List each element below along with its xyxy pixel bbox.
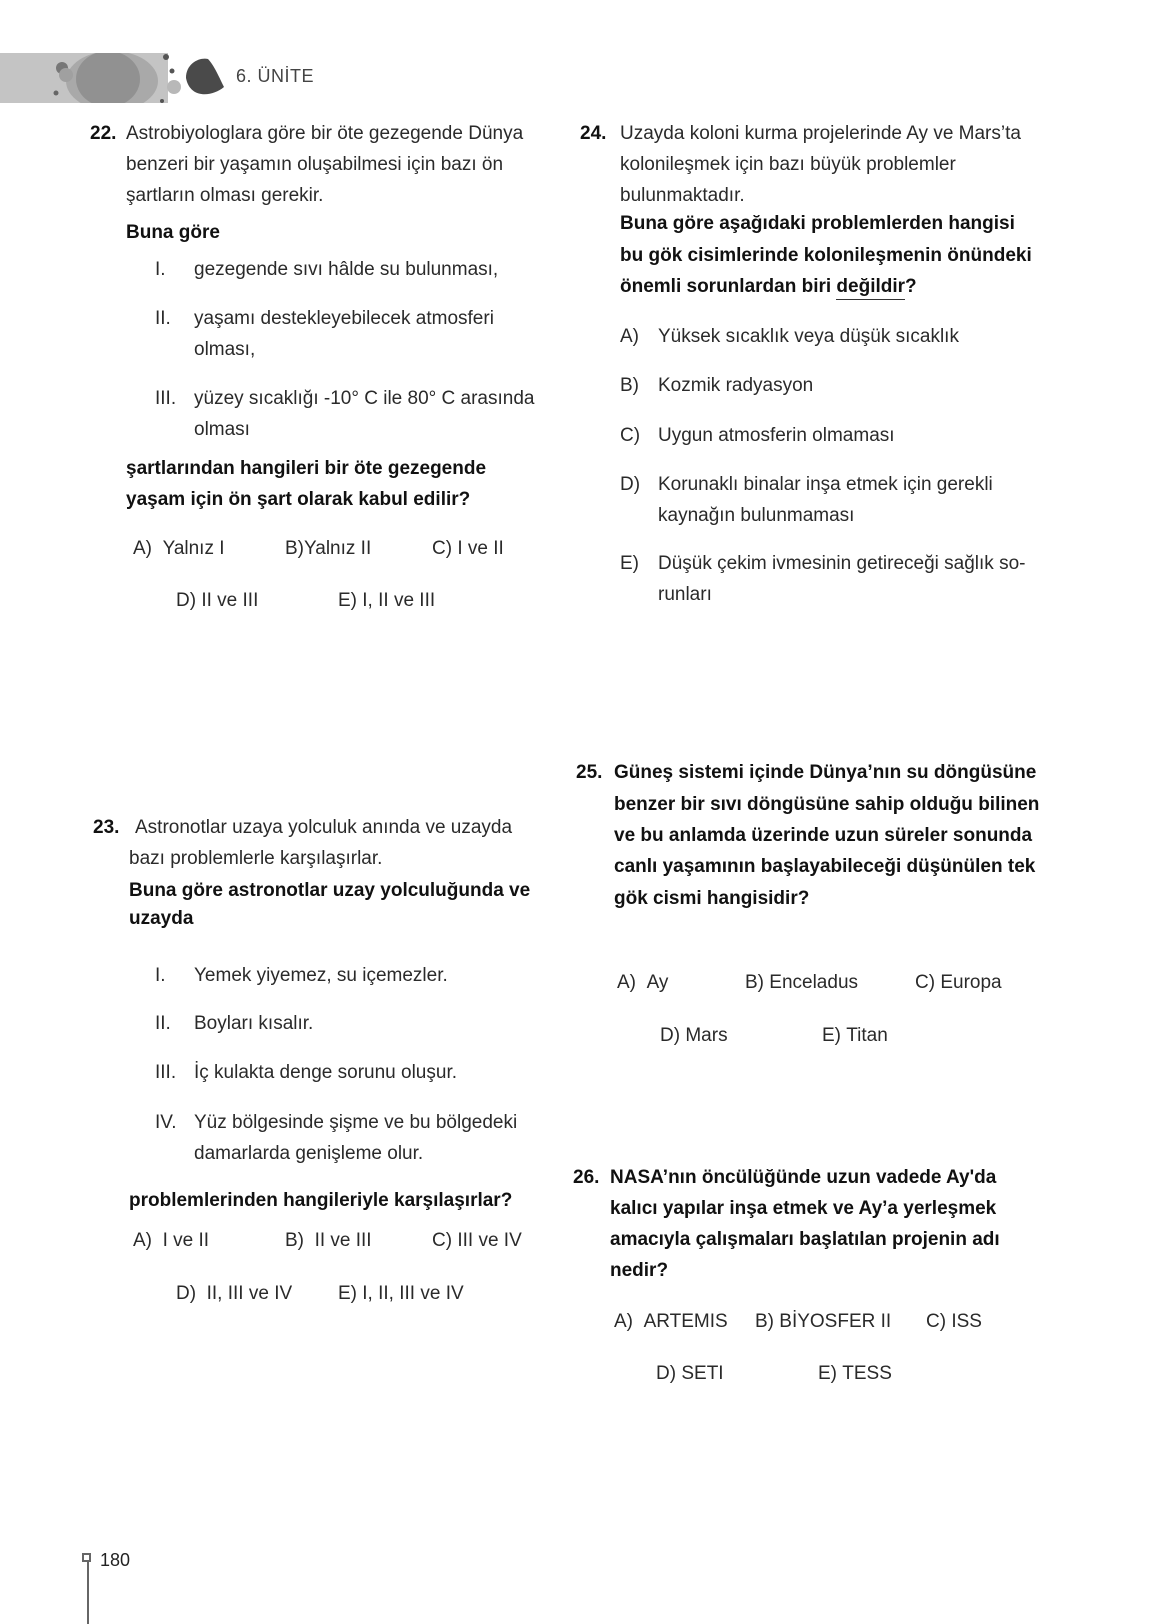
negation-emphasis: değildir [836, 276, 905, 300]
option-letter: D) [620, 474, 641, 495]
page-margin-line [87, 1558, 89, 1624]
option-text: ISS [951, 1311, 982, 1332]
option-letter: C) [432, 1230, 453, 1251]
answer-option-c[interactable] [432, 533, 504, 564]
option-letter: E) [818, 1363, 837, 1384]
option-letter: D) [176, 1283, 197, 1304]
option-text: ARTEMIS [643, 1311, 728, 1332]
question-stem-line: benzer bir sıvı döngüsüne sahip olduğu bilinen [614, 794, 1040, 815]
question-stem-line: ve bu anlamda üzerinde uzun süreler sonunda [614, 825, 1033, 846]
answer-option-b[interactable] [755, 1306, 891, 1337]
option-letter: A) [620, 326, 639, 347]
statement-numeral: II. [155, 308, 171, 329]
statement-text: olması [194, 419, 250, 440]
question-stem-line: canlı yaşamının başlayabileceği düşünülen tek [614, 856, 1036, 877]
statement-numeral: III. [155, 1062, 177, 1083]
question-stem-line: şartların olması gerekir. [126, 185, 324, 206]
question-stem-line: benzeri bir yaşamın oluşabilmesi için bazı ön [126, 154, 504, 175]
statement-text: İç kulakta denge sorunu oluşur. [194, 1062, 458, 1083]
option-letter: A) [133, 538, 152, 559]
statement-numeral: III. [155, 388, 177, 409]
question-stem-line: bulunmaktadır. [620, 185, 745, 206]
option-text: Yüksek sıcaklık veya düşük sıcaklık [658, 326, 959, 347]
question-prompt [620, 271, 917, 302]
option-text: II ve III [314, 1230, 372, 1251]
question-lead: Buna göre [126, 222, 220, 243]
option-text: Korunaklı binalar inşa etmek için gerekli [658, 474, 993, 495]
option-text: kaynağın bulunmaması [658, 505, 855, 526]
option-letter: C) [915, 972, 936, 993]
option-letter: E) [620, 553, 639, 574]
question-number: 23. [93, 817, 120, 838]
answer-option-c[interactable] [432, 1225, 522, 1256]
page-marker-icon [82, 1553, 91, 1562]
question-number: 25. [576, 762, 603, 783]
page-number: 180 [100, 1550, 131, 1570]
answer-option-c[interactable] [926, 1306, 982, 1337]
answer-option-a[interactable] [617, 967, 668, 998]
option-text: Ay [646, 972, 669, 993]
question-prompt: problemlerinden hangileriyle karşılaşırlar? [129, 1190, 513, 1211]
option-letter: C) [926, 1311, 947, 1332]
question-stem-line: kalıcı yapılar inşa etmek ve Ay’a yerleşmek [610, 1198, 997, 1219]
option-letter: E) [822, 1025, 841, 1046]
option-letter: B) [285, 1230, 304, 1251]
option-letter: D) [176, 590, 197, 611]
statement-text: yaşamı destekleyebilecek atmosferi [194, 308, 494, 329]
statement-text: Yüz bölgesinde şişme ve bu bölgedeki [194, 1112, 518, 1133]
statement-text: yüzey sıcaklığı -10° C ile 80° C arasında [194, 388, 535, 409]
answer-option-d[interactable] [620, 469, 640, 500]
question-prompt: yaşam için ön şart olarak kabul edilir? [126, 489, 471, 510]
answer-option-d[interactable] [660, 1020, 728, 1051]
answer-option-e[interactable] [338, 1278, 464, 1309]
answer-option-a[interactable] [614, 1306, 728, 1337]
option-letter: B) [620, 375, 639, 396]
question-stem-line: gök cismi hangisidir? [614, 888, 810, 909]
question-prompt: Buna göre aşağıdaki problemlerden hangisi [620, 213, 1015, 234]
option-letter: B) [745, 972, 764, 993]
option-text: Kozmik radyasyon [658, 375, 814, 396]
option-text: II ve III [201, 590, 259, 611]
question-stem-line: nedir? [610, 1260, 669, 1281]
option-text: Yalnız II [304, 538, 372, 559]
answer-option-c[interactable] [915, 967, 1002, 998]
option-letter: B) [285, 538, 304, 559]
question-lead: Buna göre astronotlar uzay yolculuğunda ve [129, 880, 531, 901]
option-text: II, III ve IV [206, 1283, 293, 1304]
option-letter: E) [338, 590, 357, 611]
answer-option-e[interactable] [338, 585, 435, 616]
question-stem-line: Uzayda koloni kurma projelerinde Ay ve Mars’ta [620, 123, 1021, 144]
statement-text: olması, [194, 339, 256, 360]
question-stem-line: bazı problemlerle karşılaşırlar. [129, 848, 383, 869]
option-letter: D) [660, 1025, 681, 1046]
question-lead: uzayda [129, 908, 194, 929]
answer-option-e[interactable] [620, 548, 639, 579]
unit-title: 6. ÜNİTE [236, 66, 315, 86]
option-letter: C) [432, 538, 453, 559]
option-text: I ve II [162, 1230, 210, 1251]
option-letter: E) [338, 1283, 357, 1304]
option-letter: C) [620, 425, 641, 446]
option-letter: A) [133, 1230, 152, 1251]
option-text: runları [658, 584, 712, 605]
option-text: Uygun atmosferin olmaması [658, 425, 895, 446]
prompt-text: önemli sorunlardan biri [620, 276, 837, 297]
option-text: BİYOSFER II [779, 1311, 892, 1332]
question-number: 26. [573, 1167, 600, 1188]
statement-text: gezegende sıvı hâlde su bulunması, [194, 259, 499, 280]
option-text: Düşük çekim ivmesinin getireceği sağlık so- [658, 553, 1026, 574]
statement-numeral: I. [155, 965, 166, 986]
statement-numeral: IV. [155, 1112, 177, 1133]
question-number: 24. [580, 123, 607, 144]
answer-option-b[interactable] [285, 533, 371, 564]
answer-option-d[interactable] [176, 585, 258, 616]
statement-numeral: II. [155, 1013, 171, 1034]
answer-option-e[interactable] [822, 1020, 888, 1051]
question-stem-line: Astronotlar uzaya yolculuk anında ve uzayda [135, 817, 513, 838]
statement-text: Boyları kısalır. [194, 1013, 314, 1034]
question-number: 22. [90, 123, 117, 144]
option-text: I, II ve III [362, 590, 436, 611]
option-text: I ve II [457, 538, 504, 559]
statement-numeral: I. [155, 259, 166, 280]
question-stem-line: kolonileşmek için bazı büyük problemler [620, 154, 956, 175]
option-text: Mars [685, 1025, 728, 1046]
statement-text: damarlarda genişleme olur. [194, 1143, 424, 1164]
question-prompt: bu gök cisimlerinde kolonileşmenin önündeki [620, 245, 1032, 266]
question-stem-line: amacıyla çalışmaları başlatılan projenin adı [610, 1229, 1000, 1250]
answer-option-b[interactable] [745, 967, 858, 998]
option-text: Europa [940, 972, 1002, 993]
answer-option-d[interactable] [656, 1358, 724, 1389]
unit-header-banner [0, 53, 230, 103]
option-text: Yalnız I [162, 538, 225, 559]
option-letter: A) [614, 1311, 633, 1332]
answer-option-d[interactable] [176, 1278, 292, 1309]
option-text: Titan [846, 1025, 888, 1046]
option-text: Enceladus [769, 972, 859, 993]
answer-option-b[interactable] [285, 1225, 372, 1256]
option-letter: B) [755, 1311, 774, 1332]
answer-option-b[interactable] [620, 370, 639, 401]
answer-option-e[interactable] [818, 1358, 892, 1389]
answer-option-a[interactable] [133, 1225, 209, 1256]
question-stem-line: Astrobiyologlara göre bir öte gezegende Dünya [126, 123, 524, 144]
answer-option-a[interactable] [620, 321, 639, 352]
option-letter: A) [617, 972, 636, 993]
option-text: TESS [842, 1363, 892, 1384]
option-text: III ve IV [457, 1230, 522, 1251]
answer-option-a[interactable] [133, 533, 225, 564]
answer-option-c[interactable] [620, 420, 640, 451]
decorative-bubbles-icon [0, 53, 230, 103]
question-stem-line: NASA’nın öncülüğünde uzun vadede Ay'da [610, 1167, 997, 1188]
question-prompt: şartlarından hangileri bir öte gezegende [126, 458, 487, 479]
option-letter: D) [656, 1363, 677, 1384]
prompt-text: ? [905, 276, 917, 297]
option-text: SETI [681, 1363, 724, 1384]
statement-text: Yemek yiyemez, su içemezler. [194, 965, 448, 986]
option-text: I, II, III ve IV [362, 1283, 464, 1304]
question-stem-line: Güneş sistemi içinde Dünya’nın su döngüsüne [614, 762, 1037, 783]
